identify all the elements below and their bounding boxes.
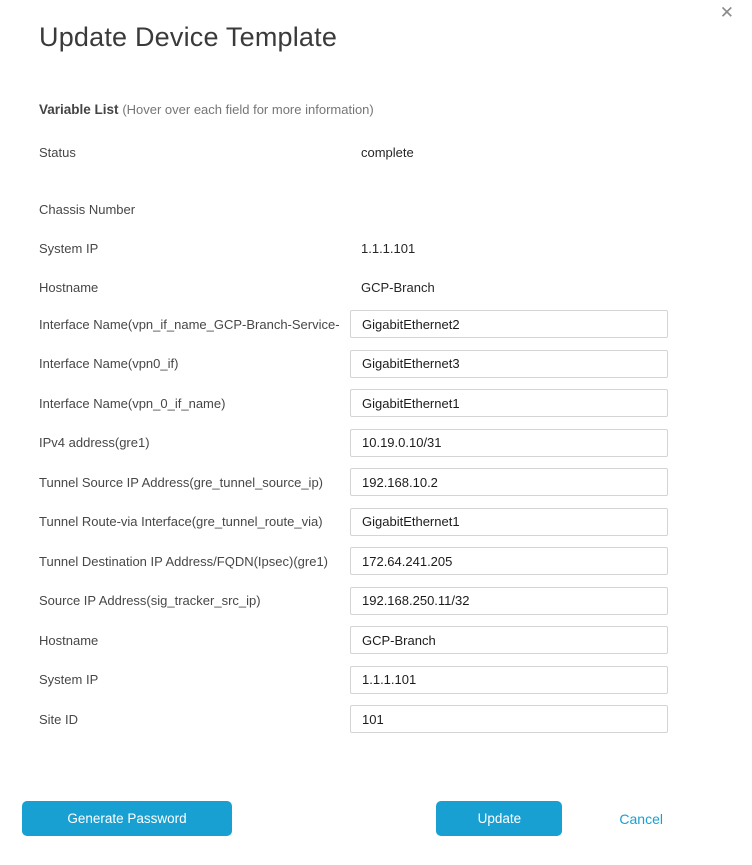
input-field-rows — [39, 310, 668, 733]
field-value: 1.1.1.101 — [361, 241, 416, 256]
field-input[interactable] — [350, 310, 668, 338]
field-label: System IP — [39, 672, 99, 687]
field-label: Interface Name(vpn_if_name_GCP-Branch-Service- — [39, 316, 340, 332]
input-field-row — [39, 547, 668, 575]
input-field-row — [39, 468, 668, 496]
input-field-row — [39, 429, 668, 457]
input-field-row — [39, 508, 668, 536]
field-input[interactable] — [350, 468, 668, 496]
field-input[interactable] — [350, 350, 668, 378]
field-input[interactable] — [350, 389, 668, 417]
generate-password-button[interactable]: Generate Password — [22, 801, 232, 836]
field-label: Hostname — [39, 632, 99, 648]
variable-list-hint: (Hover over each field for more information) — [122, 102, 374, 117]
variable-list-heading: Variable List — [39, 102, 119, 117]
cancel-link[interactable]: Cancel — [619, 810, 663, 827]
field-input[interactable] — [350, 429, 668, 457]
input-field-row — [39, 626, 668, 654]
static-field-row — [39, 133, 668, 172]
field-input[interactable] — [350, 666, 668, 694]
static-field-rows — [39, 133, 668, 307]
field-label: Hostname — [39, 280, 99, 295]
input-field-row — [39, 705, 668, 733]
modal-title: Update Device Template — [39, 22, 338, 52]
field-input[interactable] — [350, 508, 668, 536]
field-label: System IP — [39, 241, 99, 256]
field-label: Chassis Number — [39, 202, 136, 217]
modal-footer — [0, 801, 752, 836]
input-field-row — [39, 389, 668, 417]
field-label: Interface Name(vpn0_if) — [39, 356, 179, 371]
close-icon[interactable]: ✕ — [719, 3, 734, 22]
input-field-row — [39, 350, 668, 378]
static-field-row — [39, 190, 668, 229]
static-field-row — [39, 268, 668, 307]
field-label: IPv4 address(gre1) — [39, 435, 150, 450]
input-field-row — [39, 310, 668, 338]
field-input[interactable] — [350, 547, 668, 575]
field-input[interactable] — [350, 587, 668, 615]
static-field-row — [39, 229, 668, 268]
field-input[interactable] — [350, 626, 668, 654]
field-value: GCP-Branch — [361, 280, 435, 295]
field-input[interactable] — [350, 705, 668, 733]
field-label: Site ID — [39, 711, 79, 727]
field-label: Source IP Address(sig_tracker_src_ip) — [39, 593, 261, 608]
field-label: Tunnel Source IP Address(gre_tunnel_source_ip) — [39, 474, 324, 490]
input-field-row — [39, 587, 668, 615]
field-label: Status — [39, 145, 76, 160]
update-button[interactable]: Update — [436, 801, 562, 836]
field-label: Interface Name(vpn_0_if_name) — [39, 395, 226, 411]
variable-list-header — [39, 102, 668, 118]
field-value: complete — [361, 145, 414, 160]
input-field-row — [39, 666, 668, 694]
field-label: Tunnel Destination IP Address/FQDN(Ipsec)(gre1) — [39, 553, 329, 569]
field-label: Tunnel Route-via Interface(gre_tunnel_route_via) — [39, 514, 323, 529]
